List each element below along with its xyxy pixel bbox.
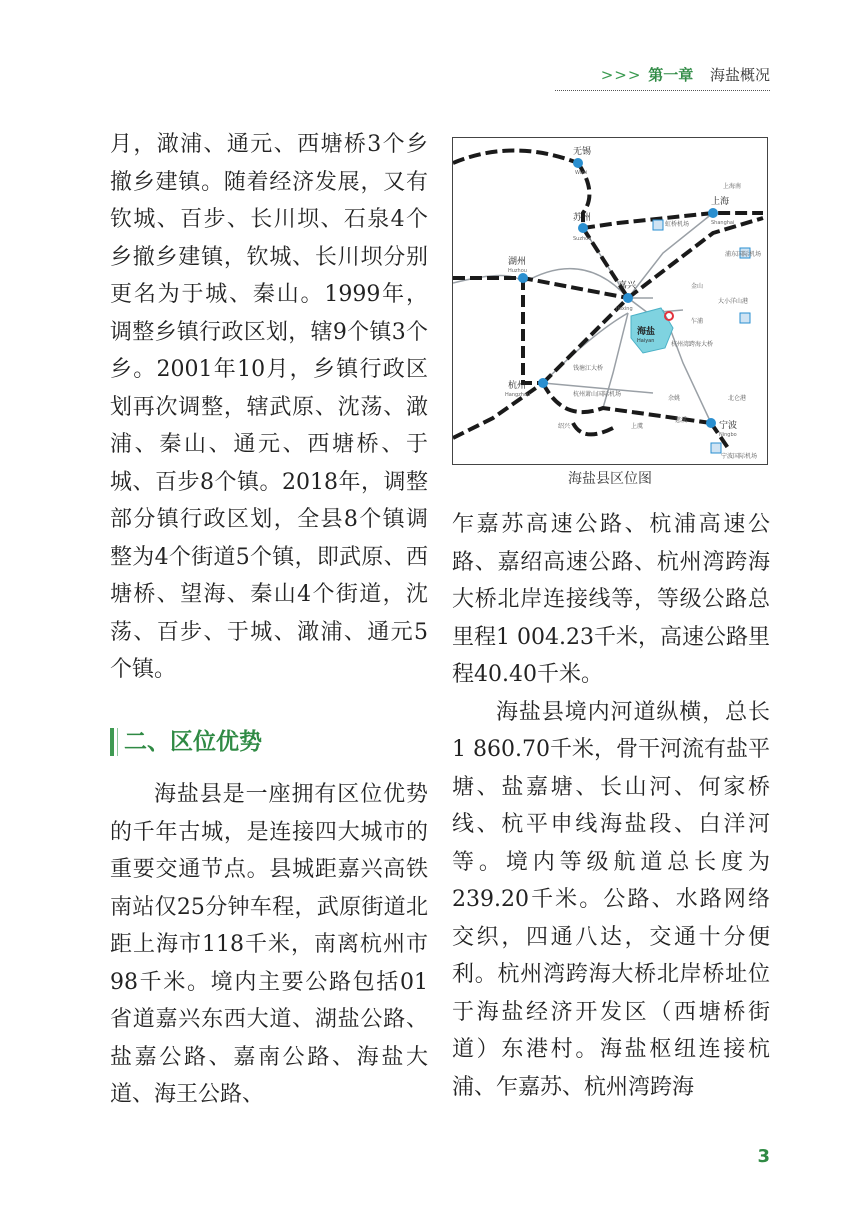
svg-text:乍浦: 乍浦 xyxy=(691,318,704,325)
heading-bar xyxy=(110,728,114,756)
svg-text:Huzhou: Huzhou xyxy=(508,268,527,274)
location-map xyxy=(452,137,768,465)
running-header xyxy=(555,64,770,91)
header-chapter: 第一章 xyxy=(648,66,694,84)
map-caption: 海盐县区位图 xyxy=(568,471,652,487)
svg-text:金山: 金山 xyxy=(691,283,704,290)
label-huzhou: 湖州 xyxy=(508,257,527,267)
label-hangzhou: 杭州 xyxy=(508,381,527,391)
svg-text:上海南: 上海南 xyxy=(723,183,742,190)
svg-text:Jiaxing: Jiaxing xyxy=(616,306,633,312)
svg-text:杭州湾跨海大桥: 杭州湾跨海大桥 xyxy=(671,341,714,348)
svg-text:Haiyan: Haiyan xyxy=(637,338,655,344)
svg-text:Shanghai: Shanghai xyxy=(711,220,735,226)
label-suzhou: 苏州 xyxy=(573,213,592,223)
label-wuxi: 无锡 xyxy=(573,147,592,157)
svg-text:上虞: 上虞 xyxy=(631,423,644,430)
section-heading-text: 二、区位优势 xyxy=(124,729,262,755)
label-shanghai: 上海 xyxy=(711,197,730,207)
svg-text:Ningbo: Ningbo xyxy=(719,432,737,438)
svg-text:慈溪: 慈溪 xyxy=(675,417,688,424)
right-column xyxy=(452,506,770,1106)
header-arrows: >>> xyxy=(600,66,642,84)
section-heading xyxy=(110,722,430,762)
label-haiyan: 海盐 xyxy=(637,327,656,337)
svg-text:杭州萧山国际机场: 杭州萧山国际机场 xyxy=(573,391,622,398)
svg-text:Hangzhou: Hangzhou xyxy=(505,392,531,398)
left-column-bottom xyxy=(110,776,428,1114)
label-ningbo: 宁波 xyxy=(719,421,738,431)
svg-text:Suzhou: Suzhou xyxy=(573,236,592,242)
paragraph-location-advantage: 海盐县是一座拥有区位优势的千年古城，是连接四大城市的重要交通节点。县城距嘉兴高铁南站仅25分钟车程，武原街道北距上海市118千米，南离杭州市98千米。境内主要公路包括01省道嘉兴东西大道、湖盐公路、盐嘉公路、嘉南公路、海盐大道、海王公路、 xyxy=(110,782,428,1107)
svg-text:绍兴: 绍兴 xyxy=(558,423,571,430)
svg-text:钱塘江大桥: 钱塘江大桥 xyxy=(573,365,604,372)
location-map-svg xyxy=(453,138,767,464)
paragraph-highways: 乍嘉苏高速公路、杭浦高速公路、嘉绍高速公路、杭州湾跨海大桥北岸连接线等，等级公路总里程1 004.23千米，高速公路里程40.40千米。 xyxy=(452,512,770,687)
svg-text:浦东国际机场: 浦东国际机场 xyxy=(725,251,762,258)
left-column-top xyxy=(110,126,428,689)
paragraph-admin-history: 月，澉浦、通元、西塘桥3个乡撤乡建镇。随着经济发展，又有钦城、百步、长川坝、石泉4个乡撤乡建镇，钦城、长川坝分别更名为于城、秦山。1999年，调整乡镇行政区划，辖9个镇3个乡。2001年10月，乡镇行政区划再次调整，辖武原、沈荡、澉浦、秦山、通元、西塘桥、于城、百步8个镇。2018年，调整部分镇行政区划，全县8个镇调整为4个街道5个镇，即武原、西塘桥、望海、秦山4个街道，沈荡、百步、于城、澉浦、通元5个镇。 xyxy=(110,132,428,682)
heading-bar-thin xyxy=(117,728,118,756)
svg-text:虹桥机场: 虹桥机场 xyxy=(665,221,690,228)
svg-text:大小洋山港: 大小洋山港 xyxy=(718,298,749,305)
svg-text:宁波国际机场: 宁波国际机场 xyxy=(721,453,758,460)
city-nodes xyxy=(518,158,718,428)
paragraph-waterways: 海盐县境内河道纵横，总长1 860.70千米，骨干河流有盐平塘、盐嘉塘、长山河、何家桥线、杭平申线海盐段、白洋河等。境内等级航道总长度为239.20千米。公路、水路网络交织，四通八达，交通十分便利。杭州湾跨海大桥北岸桥址位于海盐经济开发区（西塘桥街道）东港村。海盐枢纽连接杭浦、乍嘉苏、杭州湾跨海 xyxy=(452,699,770,1100)
svg-text:北仑港: 北仑港 xyxy=(728,395,747,402)
svg-text:余姚: 余姚 xyxy=(668,395,681,402)
svg-text:Wuxi: Wuxi xyxy=(575,170,588,176)
rail-lines xyxy=(453,151,763,449)
page-number: 3 xyxy=(757,1146,770,1167)
label-jiaxing: 嘉兴 xyxy=(618,281,637,291)
header-title: 海盐概况 xyxy=(709,66,770,84)
